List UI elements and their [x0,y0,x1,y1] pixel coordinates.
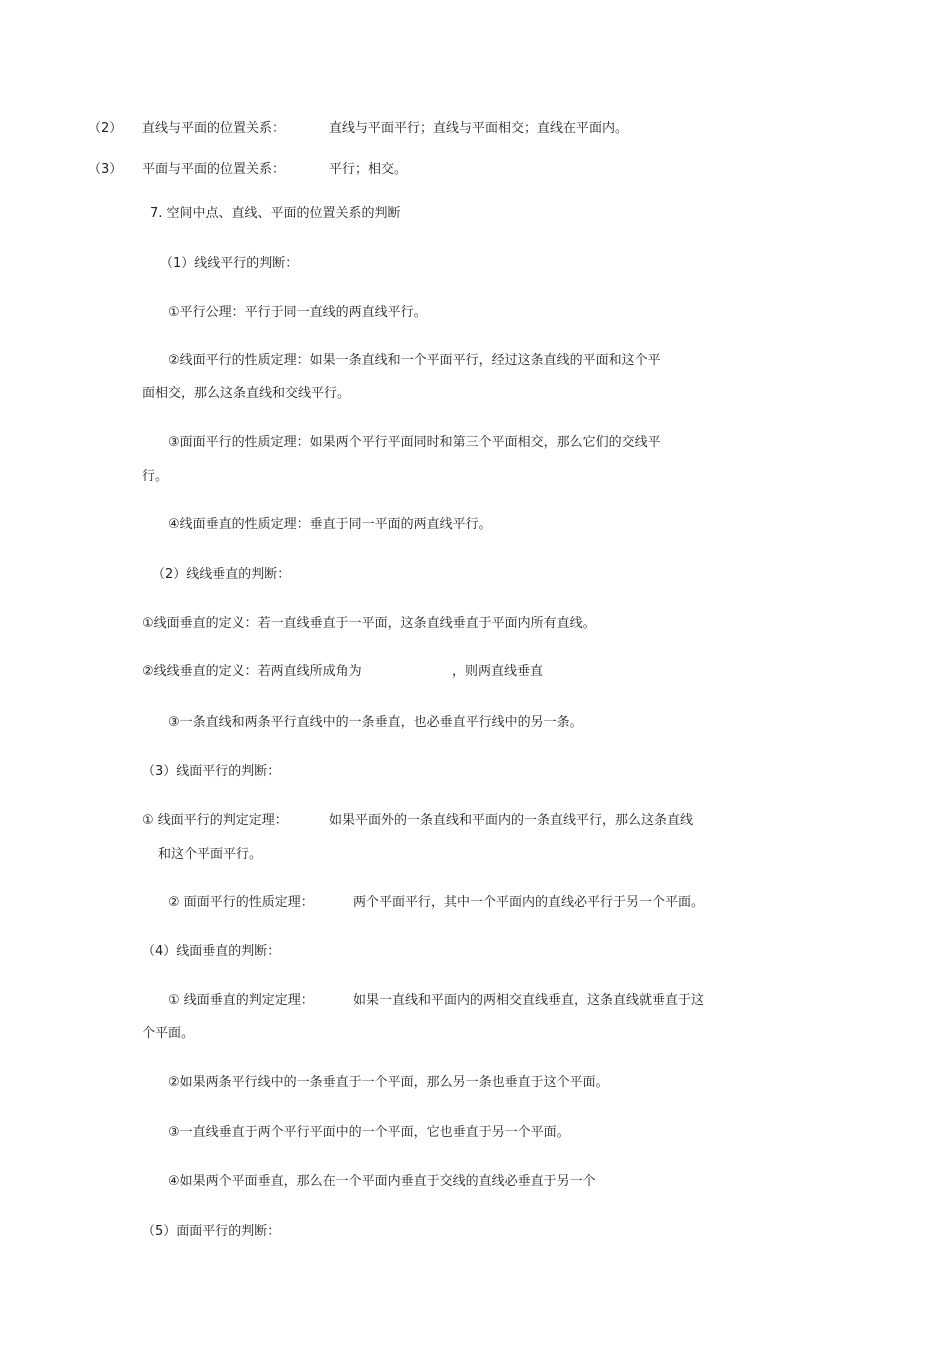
subsection-heading: （4）线面垂直的判断： [142,944,281,959]
section-heading: 7. 空间中点、直线、平面的位置关系的判断 [150,206,401,221]
text-line: 如果平面外的一条直线和平面内的一条直线平行，那么这条直线 [329,813,694,828]
item-heading: ② 面面平行的性质定理： [168,895,314,910]
text-line: ④如果两个平面垂直，那么在一个平面内垂直于交线的直线必垂直于另一个 [168,1174,596,1189]
text-line: ④线面垂直的性质定理：垂直于同一平面的两直线平行。 [168,517,492,532]
item-number: （2） [88,121,123,136]
item-number: （3） [88,162,123,177]
text-line: 个平面。 [142,1026,195,1041]
text-line: 和这个平面平行。 [158,847,263,862]
item-content: 平行；相交。 [329,162,408,177]
text-line: ①平行公理：平行于同一直线的两直线平行。 [168,305,427,320]
text-line: ③一直线垂直于两个平行平面中的一个平面，它也垂直于另一个平面。 [168,1125,570,1140]
item-heading: ① 线面垂直的判定定理： [168,993,314,1008]
subsection-heading: （2）线线垂直的判断： [152,567,291,582]
item-heading: 平面与平面的位置关系： [142,162,286,177]
text-line: ①线面垂直的定义：若一直线垂直于一平面，这条直线垂直于平面内所有直线。 [142,616,596,631]
item-heading: ① 线面平行的判定定理： [142,813,288,828]
text-line: 两个平面平行，其中一个平面内的直线必平行于另一个平面。 [353,895,705,910]
subsection-heading: （3）线面平行的判断： [142,764,281,779]
text-line: 面相交，那么这条直线和交线平行。 [142,386,351,401]
item-heading: 直线与平面的位置关系： [142,121,286,136]
text-line: 如果一直线和平面内的两相交直线垂直，这条直线就垂直于这 [353,993,705,1008]
text-line: ，则两直线垂直 [452,664,544,679]
subsection-heading: （5）面面平行的判断： [142,1224,281,1239]
text-line: ③一条直线和两条平行直线中的一条垂直，也必垂直平行线中的另一条。 [168,715,583,730]
subsection-heading: （1）线线平行的判断： [160,256,299,271]
text-line: 行。 [142,469,169,484]
text-line: ②线面平行的性质定理：如果一条直线和一个平面平行，经过这条直线的平面和这个平 [168,353,661,368]
text-line: ③面面平行的性质定理：如果两个平行平面同时和第三个平面相交，那么它们的交线平 [168,435,661,450]
item-content: 直线与平面平行；直线与平面相交；直线在平面内。 [329,121,629,136]
text-line: ②线线垂直的定义：若两直线所成角为 [142,664,362,679]
text-line: ②如果两条平行线中的一条垂直于一个平面，那么另一条也垂直于这个平面。 [168,1075,609,1090]
